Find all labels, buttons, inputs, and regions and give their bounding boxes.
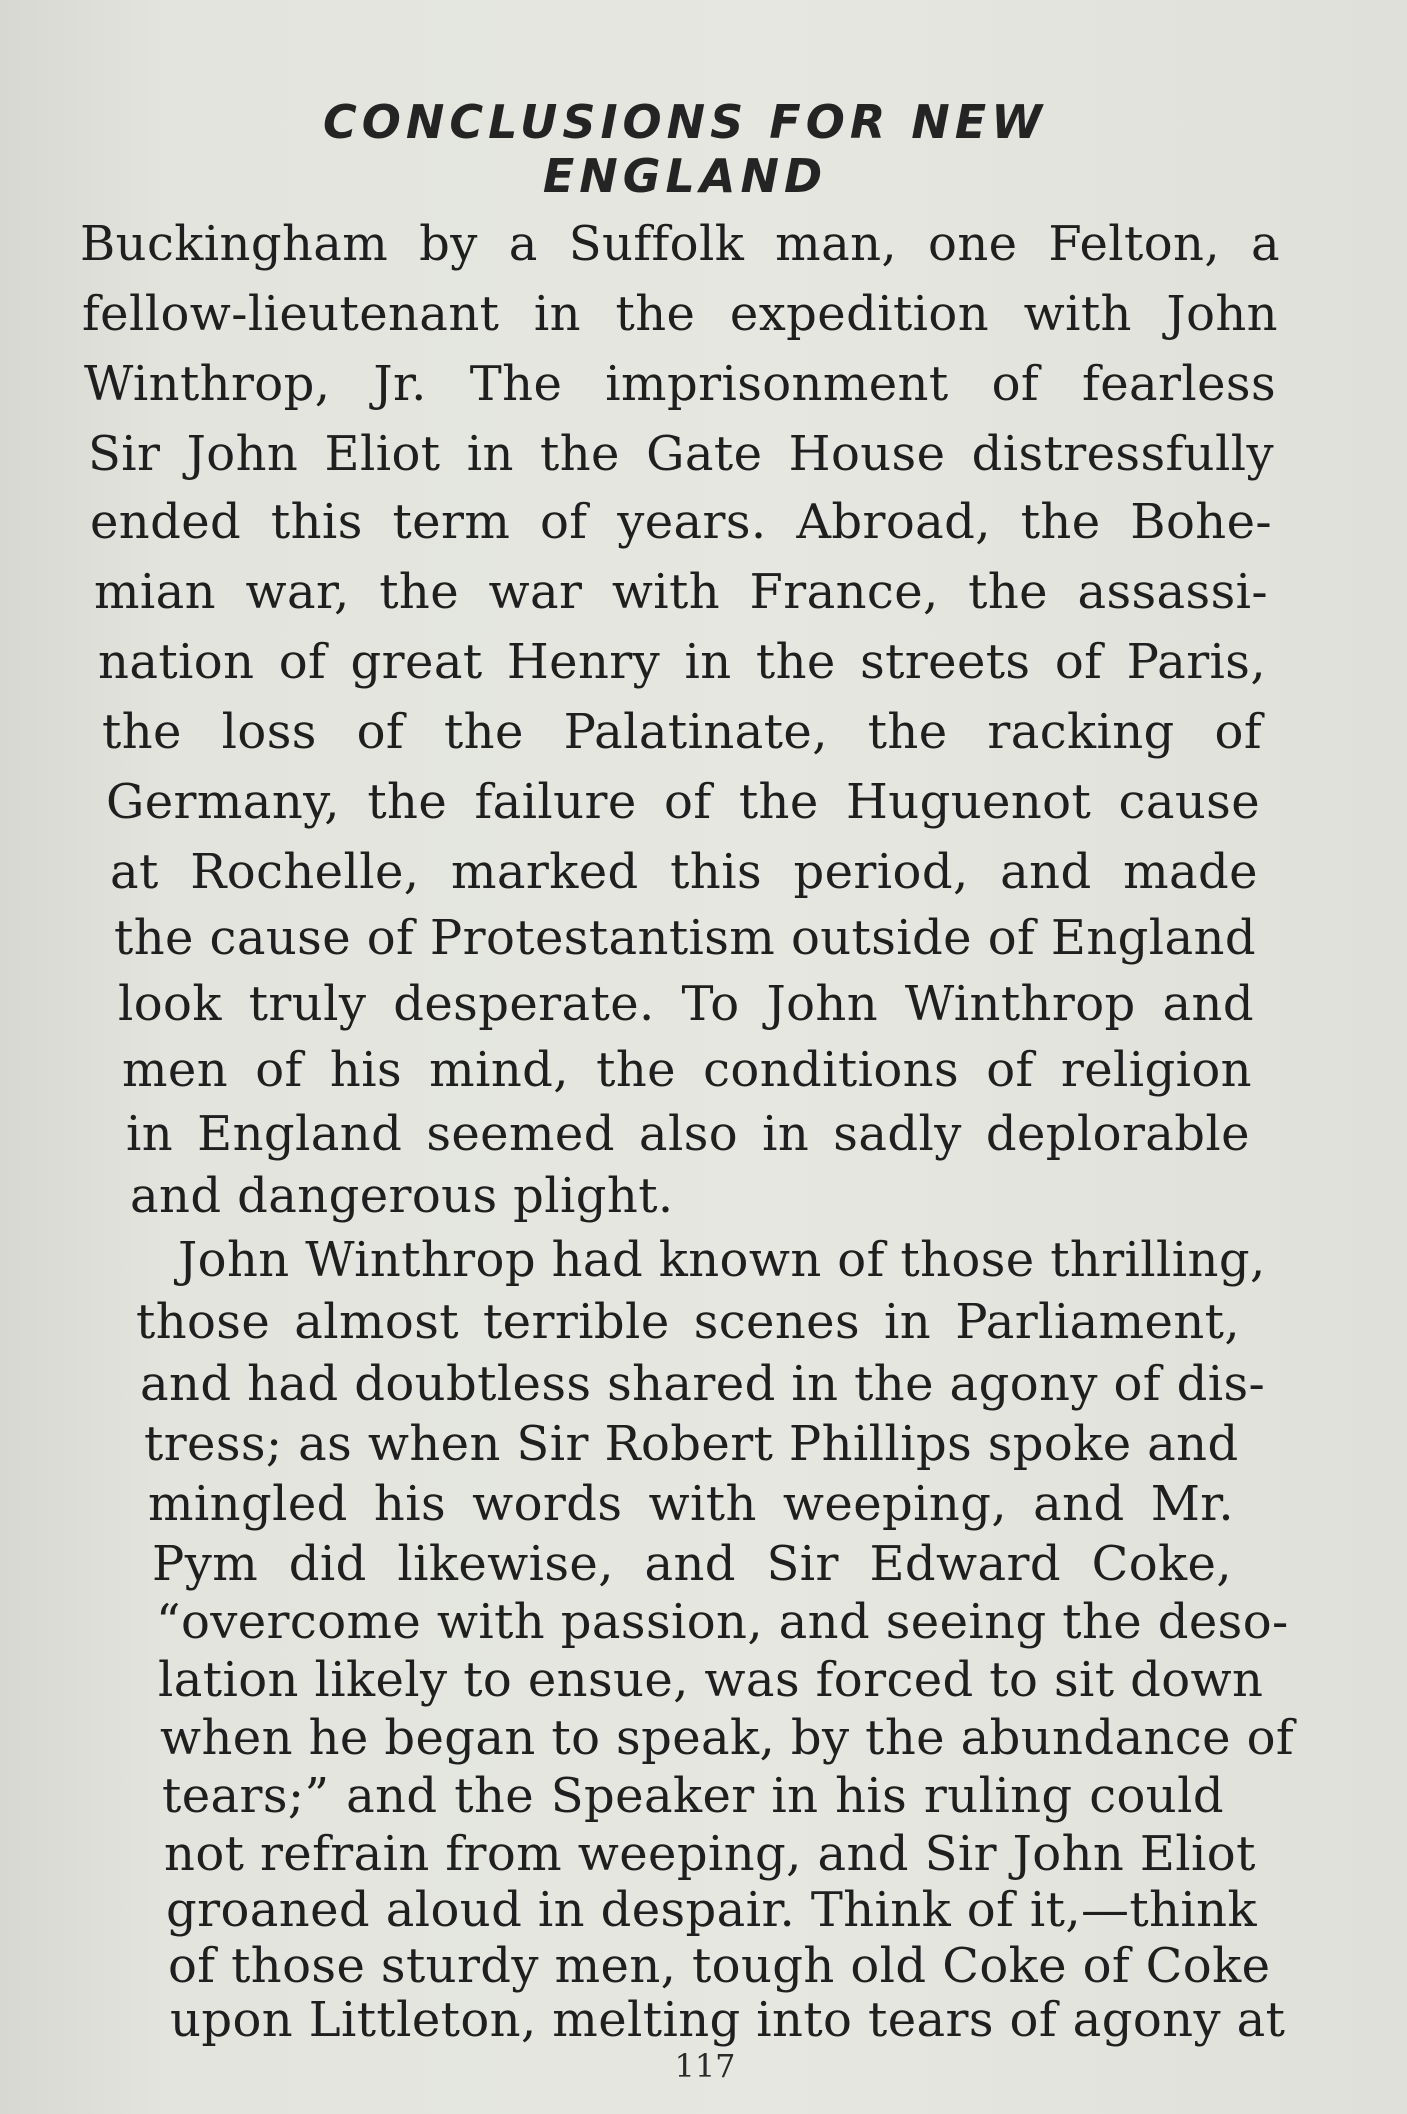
text-line: upon Littleton, melting into tears of agony at [170,1992,1286,2048]
text-line: those almost terrible scenes in Parliament, [136,1294,1240,1350]
text-line: nation of great Henry in the streets of Paris, [98,634,1266,690]
text-line: John Winthrop had known of those thrilling, [178,1232,1266,1288]
text-line: Germany, the failure of the Huguenot cause [106,774,1260,830]
text-line: and had doubtless shared in the agony of dis- [140,1356,1266,1412]
text-line: Buckingham by a Suffolk man, one Felton, a [80,216,1280,272]
text-line: Winthrop, Jr. The imprisonment of fearless [84,356,1276,412]
text-line: at Rochelle, marked this period, and made [110,844,1258,900]
text-line: tears;” and the Speaker in his ruling could [162,1768,1224,1824]
text-line: ended this term of years. Abroad, the Bohe- [90,494,1272,550]
text-line: Pym did likewise, and Sir Edward Coke, [152,1536,1232,1592]
text-line: lation likely to ensue, was forced to sit down [158,1652,1264,1708]
text-line: when he began to speak, by the abundance of [160,1710,1295,1766]
text-line: tress; as when Sir Robert Phillips spoke and [144,1416,1239,1472]
text-line: look truly desperate. To John Winthrop and [118,976,1254,1032]
text-line: the loss of the Palatinate, the racking of [102,704,1262,760]
text-line: men of his mind, the conditions of religion [122,1042,1252,1098]
text-line: the cause of Protestantism outside of England [114,910,1256,966]
text-line: groaned aloud in despair. Think of it,—think [166,1882,1257,1938]
text-line: and dangerous plight. [130,1168,674,1224]
text-line: mian war, the war with France, the assassi- [94,564,1268,620]
text-line: of those sturdy men, tough old Coke of Coke [168,1938,1271,1994]
text-line: not refrain from weeping, and Sir John Eliot [164,1826,1256,1882]
text-line: mingled his words with weeping, and Mr. [148,1476,1234,1532]
text-line: in England seemed also in sadly deplorable [126,1106,1250,1162]
running-header: CONCLUSIONS FOR NEW ENGLAND [323,95,1047,203]
page-number: 117 [674,2047,736,2085]
text-line: “overcome with passion, and seeing the deso- [156,1594,1289,1650]
text-line: Sir John Eliot in the Gate House distressfully [88,426,1274,482]
text-line: fellow-lieutenant in the expedition with John [82,286,1278,342]
